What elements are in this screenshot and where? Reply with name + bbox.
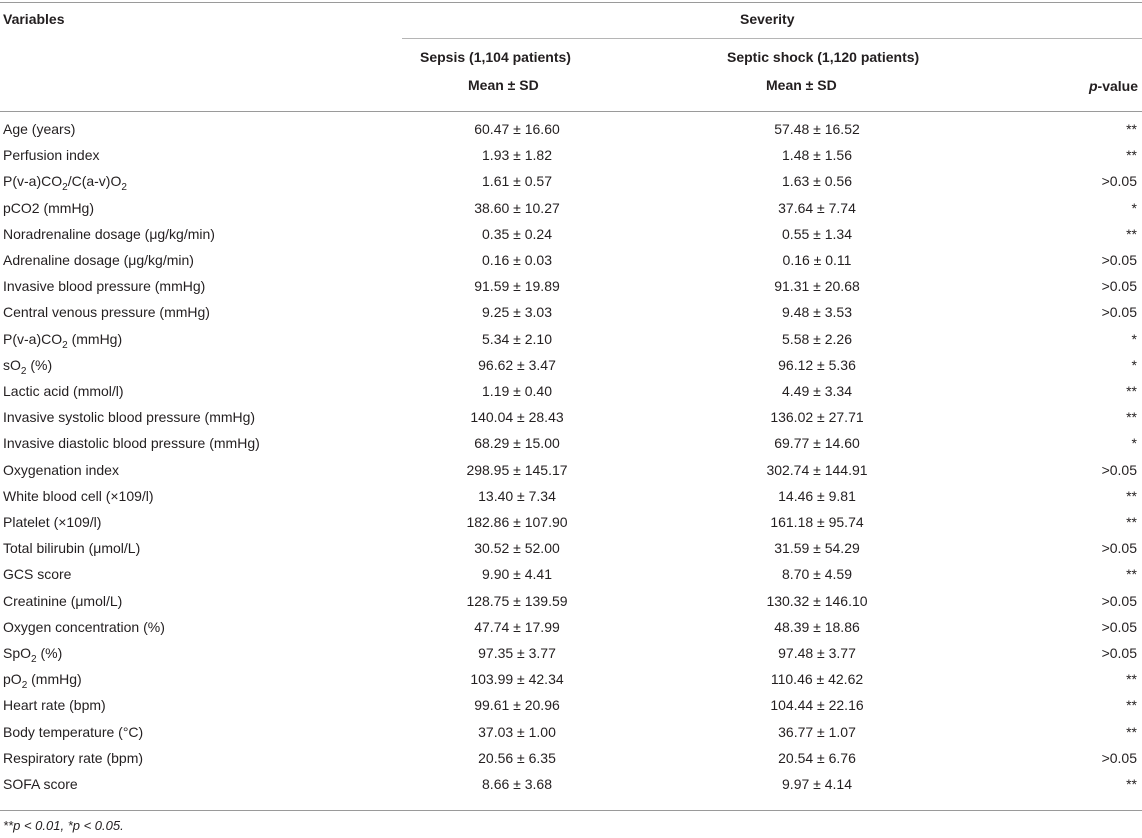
variable-part: (%)	[36, 645, 63, 661]
row-sepsis-value: 9.25 ± 3.03	[482, 304, 552, 320]
row-sepsis-value: 298.95 ± 145.17	[466, 462, 568, 478]
row-variable: Age (years)	[3, 121, 76, 137]
row-shock-value: 36.77 ± 1.07	[778, 724, 856, 740]
row-p-value: **	[1126, 776, 1137, 792]
row-shock-value: 91.31 ± 20.68	[774, 278, 860, 294]
row-p-value: >0.05	[1101, 173, 1137, 189]
row-variable: White blood cell (×109/l)	[3, 488, 154, 504]
header-mean-sd-sepsis: Mean ± SD	[468, 77, 539, 93]
row-shock-value: 0.55 ± 1.34	[782, 226, 852, 242]
row-sepsis-value: 97.35 ± 3.77	[478, 645, 556, 661]
row-sepsis-value: 0.16 ± 0.03	[482, 252, 552, 268]
header-bottom-rule	[0, 111, 1142, 112]
row-variable	[3, 356, 53, 377]
row-shock-value: 48.39 ± 18.86	[774, 619, 860, 635]
header-mean-sd-shock: Mean ± SD	[766, 77, 837, 93]
variable-part: (%)	[26, 357, 53, 373]
row-p-value: >0.05	[1101, 750, 1137, 766]
row-sepsis-value: 91.59 ± 19.89	[474, 278, 560, 294]
row-variable: Oxygenation index	[3, 462, 119, 478]
row-variable: Noradrenaline dosage (μg/kg/min)	[3, 226, 215, 242]
row-sepsis-value: 182.86 ± 107.90	[466, 514, 568, 530]
subscript: 2	[62, 339, 68, 351]
row-shock-value: 14.46 ± 9.81	[778, 488, 856, 504]
row-p-value: **	[1126, 697, 1137, 713]
row-variable: Oxygen concentration (%)	[3, 619, 165, 635]
row-p-value: **	[1126, 147, 1137, 163]
row-variable: Invasive blood pressure (mmHg)	[3, 278, 206, 294]
row-sepsis-value: 9.90 ± 4.41	[482, 566, 552, 582]
header-p-letter: p	[1088, 78, 1098, 94]
table-footnote: **p < 0.01, *p < 0.05.	[3, 818, 124, 833]
row-shock-value: 37.64 ± 7.74	[778, 200, 856, 216]
subscript: 2	[121, 181, 127, 193]
row-shock-value: 130.32 ± 146.10	[766, 593, 868, 609]
row-variable: Lactic acid (mmol/l)	[3, 383, 124, 399]
row-p-value: >0.05	[1101, 462, 1137, 478]
row-shock-value: 20.54 ± 6.76	[778, 750, 856, 766]
row-sepsis-value: 99.61 ± 20.96	[474, 697, 560, 713]
row-shock-value: 97.48 ± 3.77	[778, 645, 856, 661]
row-sepsis-value: 140.04 ± 28.43	[470, 409, 564, 425]
row-variable: GCS score	[3, 566, 72, 582]
row-sepsis-value: 38.60 ± 10.27	[474, 200, 560, 216]
row-variable: Body temperature (°C)	[3, 724, 144, 740]
row-sepsis-value: 1.93 ± 1.82	[482, 147, 552, 163]
row-shock-value: 136.02 ± 27.71	[770, 409, 864, 425]
row-sepsis-value: 103.99 ± 42.34	[470, 671, 564, 687]
row-p-value: **	[1126, 226, 1137, 242]
row-p-value: *	[1131, 435, 1137, 451]
row-variable: Total bilirubin (μmol/L)	[3, 540, 141, 556]
row-variable: Heart rate (bpm)	[3, 697, 106, 713]
row-p-value: >0.05	[1101, 278, 1137, 294]
row-sepsis-value: 1.19 ± 0.40	[482, 383, 552, 399]
row-p-value: **	[1126, 383, 1137, 399]
header-variables: Variables	[3, 11, 65, 27]
row-p-value: **	[1126, 121, 1137, 137]
row-variable: Respiratory rate (bpm)	[3, 750, 144, 766]
row-p-value: **	[1126, 409, 1137, 425]
variable-part: /C(a-v)O	[67, 173, 122, 189]
variable-part: sO	[3, 357, 21, 373]
variable-part: P(v-a)CO	[3, 173, 63, 189]
row-sepsis-value: 13.40 ± 7.34	[478, 488, 556, 504]
row-sepsis-value: 1.61 ± 0.57	[482, 173, 552, 189]
row-sepsis-value: 47.74 ± 17.99	[474, 619, 560, 635]
row-variable	[3, 644, 63, 665]
row-p-value: >0.05	[1101, 593, 1137, 609]
row-variable: pCO2 (mmHg)	[3, 200, 95, 216]
row-shock-value: 96.12 ± 5.36	[778, 357, 856, 373]
row-sepsis-value: 8.66 ± 3.68	[482, 776, 552, 792]
row-variable: Invasive systolic blood pressure (mmHg)	[3, 409, 256, 425]
subscript: 2	[21, 679, 28, 691]
row-p-value: >0.05	[1101, 619, 1137, 635]
row-sepsis-value: 30.52 ± 52.00	[474, 540, 560, 556]
row-sepsis-value: 0.35 ± 0.24	[482, 226, 552, 242]
row-variable: Central venous pressure (mmHg)	[3, 304, 210, 320]
row-variable: Creatinine (μmol/L)	[3, 593, 123, 609]
row-variable: Perfusion index	[3, 147, 100, 163]
row-p-value: >0.05	[1101, 540, 1137, 556]
row-variable: Invasive diastolic blood pressure (mmHg)	[3, 435, 260, 451]
row-shock-value: 9.48 ± 3.53	[782, 304, 852, 320]
subscript: 2	[31, 653, 37, 665]
row-p-value: *	[1131, 331, 1137, 347]
severity-underline-rule	[402, 38, 1142, 39]
table-bottom-rule	[0, 810, 1142, 811]
row-p-value: >0.05	[1101, 304, 1137, 320]
header-sepsis: Sepsis (1,104 patients)	[420, 49, 571, 65]
variable-part: (mmHg)	[27, 671, 82, 687]
row-shock-value: 161.18 ± 95.74	[770, 514, 864, 530]
variable-part: SpO	[3, 645, 32, 661]
row-variable	[3, 670, 82, 691]
row-sepsis-value: 5.34 ± 2.10	[482, 331, 552, 347]
row-p-value: **	[1126, 488, 1137, 504]
header-severity: Severity	[740, 11, 795, 27]
row-shock-value: 1.48 ± 1.56	[782, 147, 852, 163]
row-p-value: **	[1126, 724, 1137, 740]
row-sepsis-value: 96.62 ± 3.47	[478, 357, 556, 373]
row-shock-value: 0.16 ± 0.11	[782, 252, 852, 268]
row-variable: Adrenaline dosage (μg/kg/min)	[3, 252, 194, 268]
header-septic-shock: Septic shock (1,120 patients)	[727, 49, 920, 65]
row-shock-value: 8.70 ± 4.59	[782, 566, 852, 582]
row-sepsis-value: 128.75 ± 139.59	[466, 593, 568, 609]
table-top-rule	[0, 2, 1142, 3]
row-shock-value: 31.59 ± 54.29	[774, 540, 860, 556]
row-sepsis-value: 60.47 ± 16.60	[474, 121, 560, 137]
row-variable	[3, 172, 127, 193]
row-shock-value: 5.58 ± 2.26	[782, 331, 852, 347]
row-p-value: *	[1131, 357, 1137, 373]
row-shock-value: 57.48 ± 16.52	[774, 121, 860, 137]
row-sepsis-value: 20.56 ± 6.35	[478, 750, 556, 766]
subscript: 2	[20, 365, 27, 377]
variable-part: P(v-a)CO	[3, 331, 63, 347]
row-variable: SOFA score	[3, 776, 78, 792]
row-variable	[3, 330, 123, 351]
row-shock-value: 302.74 ± 144.91	[766, 462, 868, 478]
row-shock-value: 1.63 ± 0.56	[782, 173, 852, 189]
row-shock-value: 104.44 ± 22.16	[770, 697, 864, 713]
row-p-value: >0.05	[1101, 252, 1137, 268]
variable-part: (mmHg)	[67, 331, 123, 347]
row-p-value: >0.05	[1101, 645, 1137, 661]
row-shock-value: 9.97 ± 4.14	[782, 776, 852, 792]
row-sepsis-value: 68.29 ± 15.00	[474, 435, 560, 451]
subscript: 2	[62, 181, 68, 193]
row-p-value: **	[1126, 514, 1137, 530]
row-shock-value: 110.46 ± 42.62	[770, 671, 864, 687]
row-shock-value: 4.49 ± 3.34	[782, 383, 852, 399]
header-p-suffix: -value	[1097, 78, 1138, 94]
row-sepsis-value: 37.03 ± 1.00	[478, 724, 556, 740]
row-p-value: **	[1126, 566, 1137, 582]
row-p-value: *	[1131, 200, 1137, 216]
header-p-value	[1089, 77, 1138, 95]
variable-part: pO	[3, 671, 22, 687]
row-p-value: **	[1126, 671, 1137, 687]
row-shock-value: 69.77 ± 14.60	[774, 435, 860, 451]
row-variable: Platelet (×109/l)	[3, 514, 102, 530]
